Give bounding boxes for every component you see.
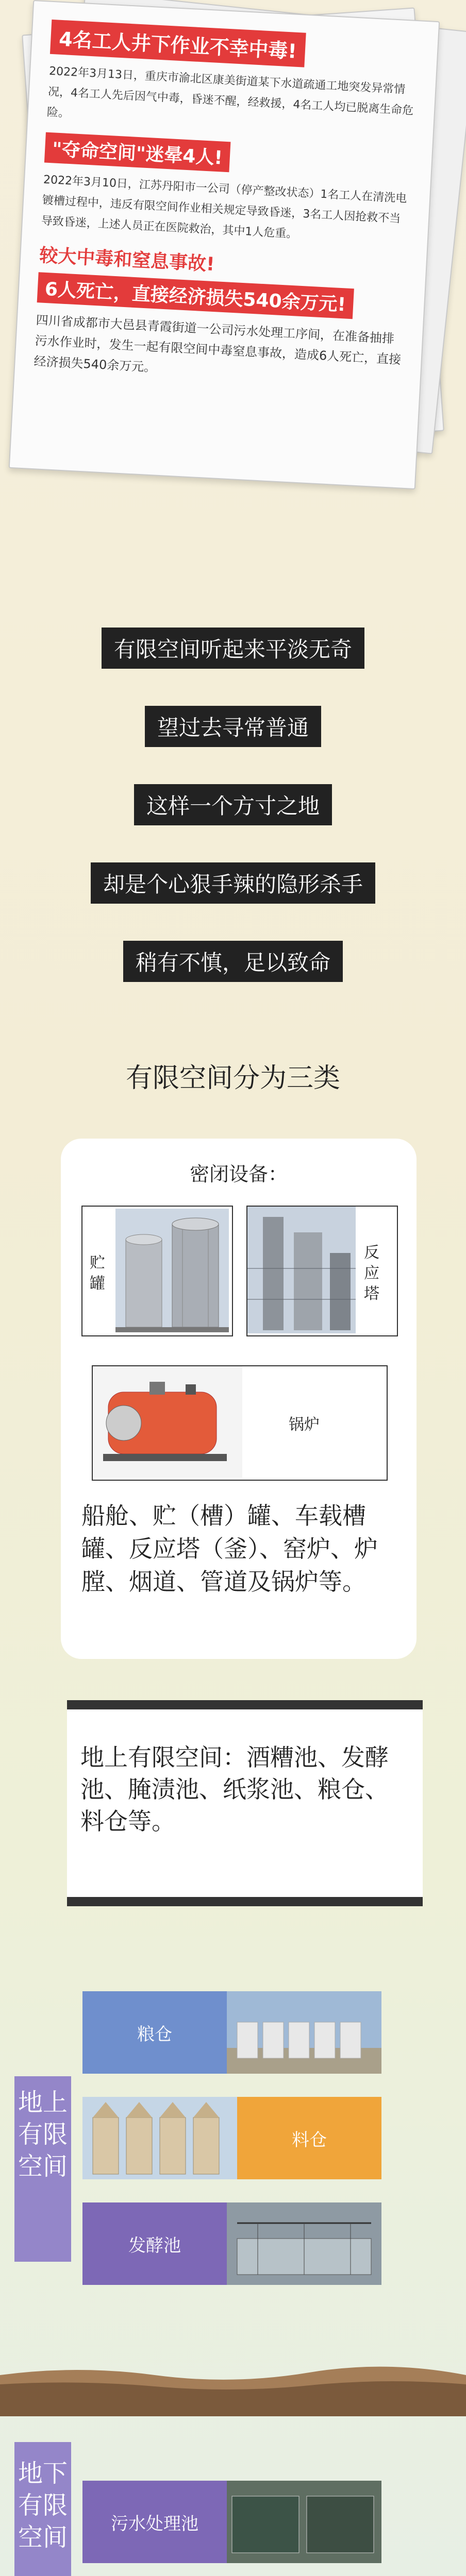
row-label: 料仓 bbox=[237, 2097, 381, 2179]
storage-tank-image bbox=[115, 1209, 229, 1332]
news-collage bbox=[0, 0, 466, 515]
sewage-plant-photo bbox=[227, 2481, 381, 2563]
slogan-line: 这样一个方寸之地 bbox=[134, 784, 332, 825]
boiler-image-box bbox=[92, 1365, 388, 1481]
sealed-heading: 密闭设备： bbox=[189, 1163, 288, 1185]
news-body: 2022年3月13日，重庆市渝北区康美街道某下水道疏通工地突发异常情况，4名工人先后因气中毒，昏迷不醒，经救援，4名工人均已脱离生命危险。 bbox=[46, 64, 414, 120]
slogan-line: 却是个心狠手辣的隐形杀手 bbox=[91, 862, 375, 904]
reactor-image-box bbox=[246, 1206, 398, 1336]
slogan-line: 有限空间听起来平淡无奇 bbox=[102, 628, 364, 669]
fermentation-pool-photo bbox=[227, 2202, 381, 2285]
granary-photo bbox=[227, 1991, 381, 2074]
news-headline: 6人死亡，直接经济损失540余万元! bbox=[37, 272, 354, 319]
reactor-tower-image bbox=[247, 1207, 356, 1333]
slogan-line: 稍有不慎，足以致命 bbox=[123, 941, 343, 982]
sealed-equipment-card bbox=[61, 1139, 417, 1659]
row-label: 发酵池 bbox=[82, 2202, 227, 2285]
news-headline: "夺命空间"迷晕4人! bbox=[44, 132, 231, 173]
news-headline: 较大中毒和窒息事故! bbox=[39, 245, 215, 276]
above-ground-tag: 地上有限空间 bbox=[18, 2088, 68, 2181]
reactor-label: 反应塔 bbox=[364, 1244, 379, 1303]
sealed-description: 船舱、贮（槽）罐、车载槽罐、反应塔（釜）、窑炉、炉膛、烟道、管道及锅炉等。 bbox=[81, 1502, 378, 1596]
below-ground-tag: 地下有限空间 bbox=[18, 2459, 68, 2552]
above-ground-box bbox=[67, 1700, 423, 1906]
list-item bbox=[82, 2097, 381, 2179]
list-item bbox=[82, 2481, 381, 2563]
soil-divider bbox=[0, 2354, 466, 2416]
above-ground-text: 地上有限空间：酒糟池、发酵池、腌渍池、纸浆池、粮仓、料仓等。 bbox=[80, 1743, 389, 1835]
news-headline: 4名工人井下作业不幸中毒! bbox=[50, 20, 306, 67]
divider bbox=[67, 1897, 423, 1906]
divider bbox=[67, 1700, 423, 1709]
boiler-image bbox=[93, 1366, 242, 1478]
tank-label: 贮罐 bbox=[90, 1254, 105, 1293]
tank-image-box bbox=[81, 1206, 233, 1336]
boiler-label: 锅炉 bbox=[289, 1416, 320, 1434]
slogan-line: 望过去寻常普通 bbox=[145, 706, 321, 747]
list-item bbox=[82, 2202, 381, 2285]
list-item bbox=[82, 1991, 381, 2074]
row-label: 污水处理池 bbox=[82, 2481, 227, 2563]
section-title: 有限空间分为三类 bbox=[125, 1063, 340, 1094]
news-body: 四川省成都市大邑县青霞街道一公司污水处理工序间，在准备抽排污水作业时，发生一起有限空间中毒窒息事故，造成6人死亡，直接经济损失540余万元。 bbox=[33, 313, 402, 375]
news-card-main bbox=[9, 0, 440, 489]
silo-photo bbox=[82, 2097, 237, 2179]
row-label: 粮仓 bbox=[82, 1991, 227, 2074]
news-body: 2022年3月10日，江苏丹阳市一公司（停产整改状态）1名工人在清洗电镀槽过程中，违反有限空间作业相关规定导致昏迷，3名工人因抢救不当导致昏迷，上述人员正在医院救治，其中1人危重。 bbox=[41, 173, 407, 241]
